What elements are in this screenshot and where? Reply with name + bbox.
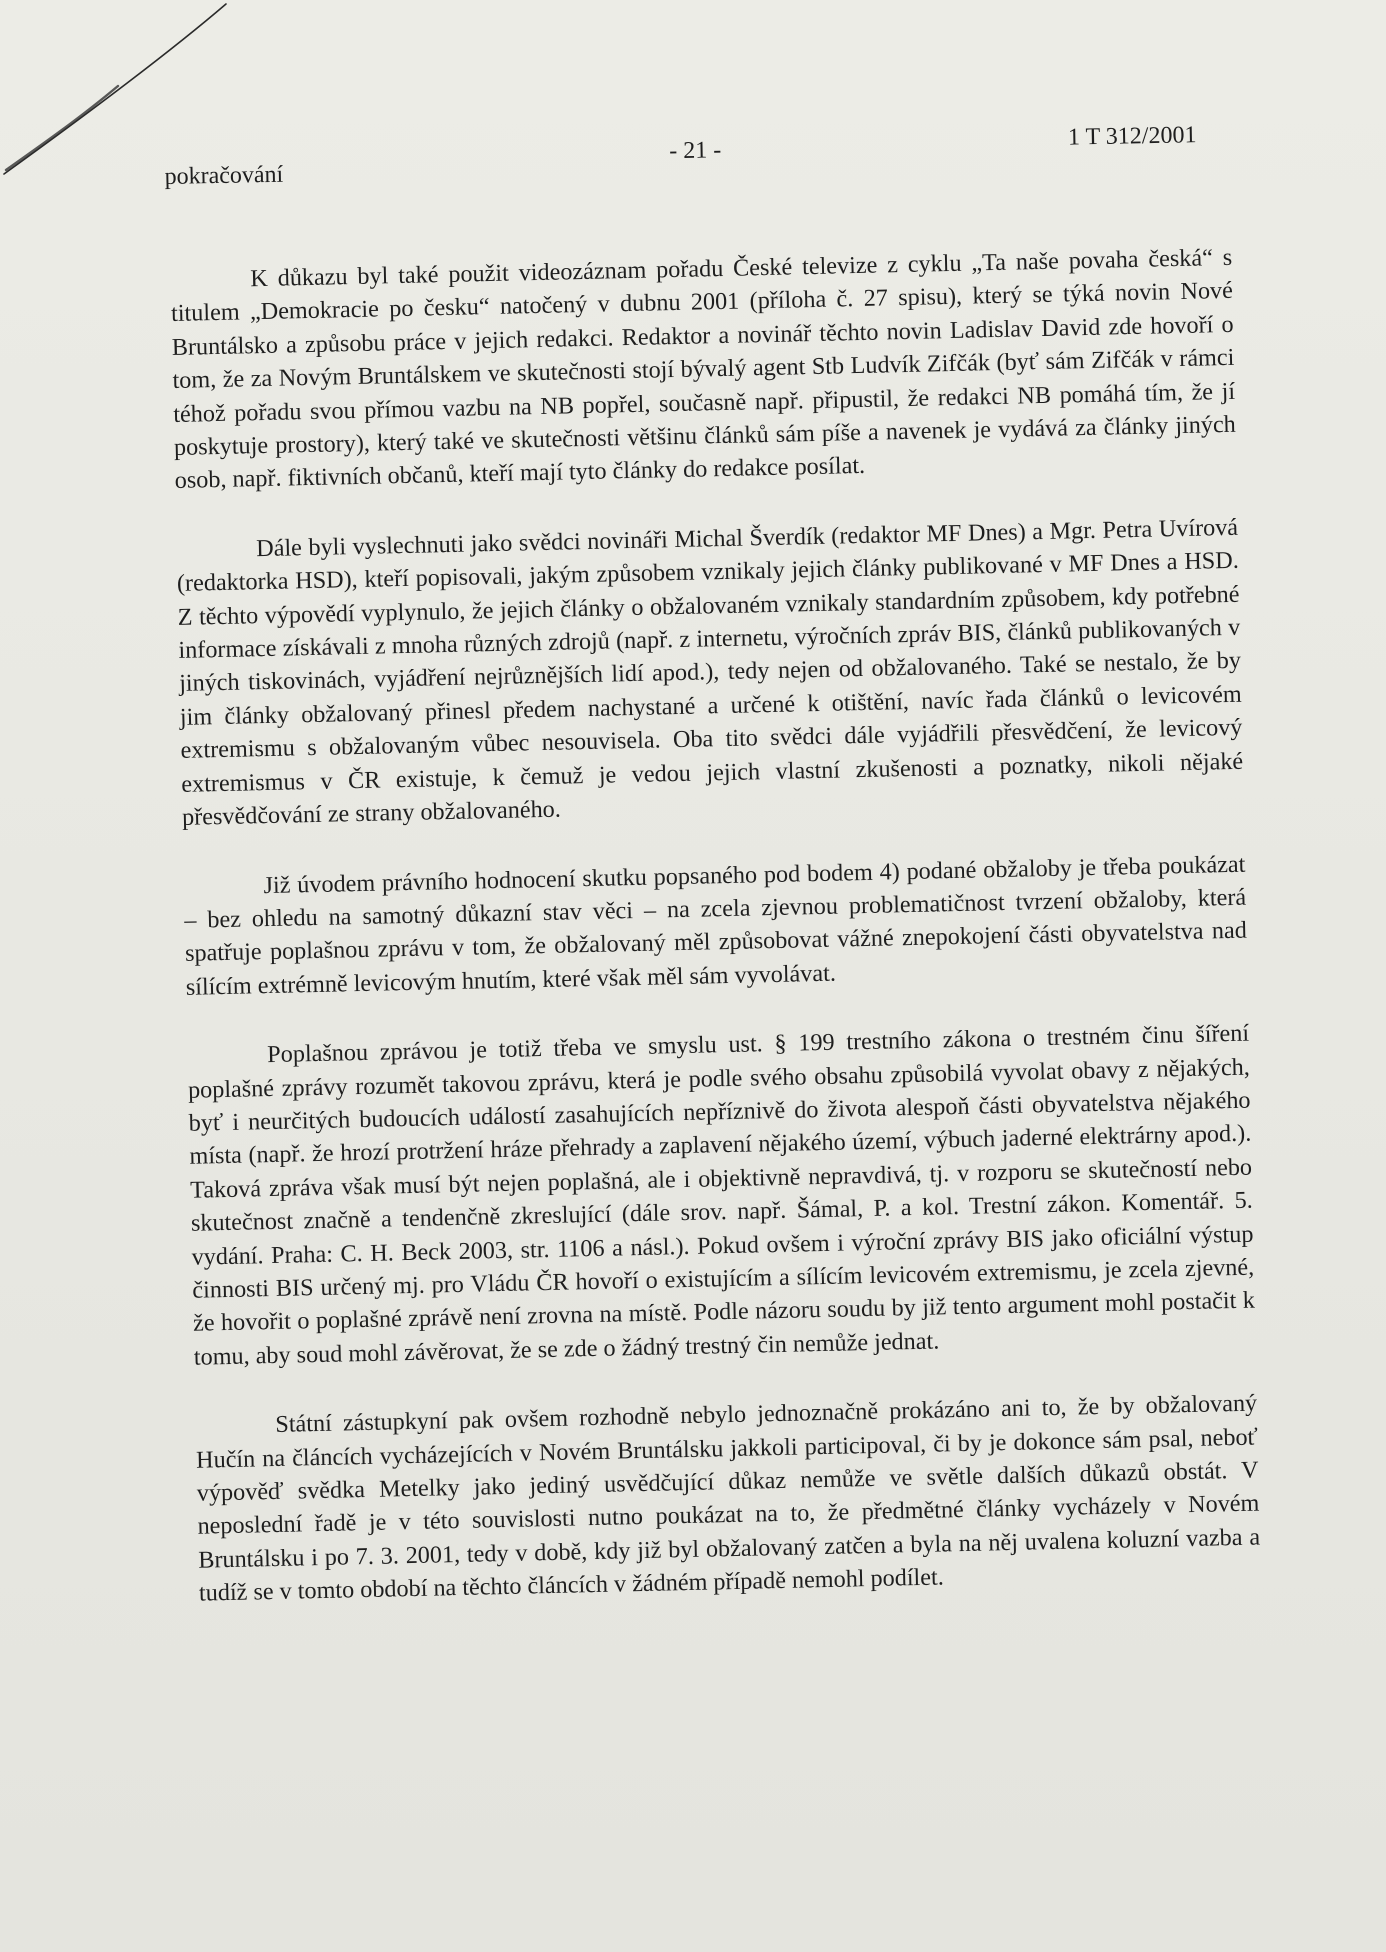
paragraph-video-evidence: K důkazu byl také použit videozáznam pořadu České televize z cyklu „Ta naše povaha česká“ s titulem „Demokracie po česku“ natočený v dubnu 2001 (příloha č. 27 spisu), který se týká novin Nové Bruntálsko a způsobu práce v jejich redakci. Redaktor a novinář těchto novin Ladislav David zde hovoří o tom, že za Novým Bruntálskem ve skutečnosti stojí bývalý agent Stb Ludvík Zifčák (byť sám Zifčák v rámci téhož pořadu svou přímou vazbu na NB popřel, současně např. připustil, že redakci NB pomáhá tím, že jí poskytuje prostory), který také ve skutečnosti většinu článků sám píše a navenek je vydává za články jiných osob, např. fiktivních občanů, kteří mají tyto články do redakce posílat. (170, 243, 1237, 495)
header-continuation-label: pokračování (164, 161, 284, 190)
paragraph-alarm-message-definition: Poplašnou zprávou je totiž třeba ve smyslu ust. § 199 trestního zákona o trestném činu šíření poplašné zprávy rozumět takovou zprávu, která je podle svého obsahu způsobilá vyvolat obavy z nějakých, byť i neurčitých budoucích událostí zasahujících nepříznivě do života alespoň části obyvatelstva nějakého místa (např. že hrozí protržení hráze přehrady a zaplavení nějakého území, výbuch jaderné elektrárny apod.). Taková zpráva však musí být nejen poplašná, ale i objektivně nepravdivá, tj. v rozporu se skutečností nebo skutečnost značně a tendenčně zkreslující (dále srov. např. Šámal, P. a kol. Trestní zákon. Komentář. 5. vydání. Praha: C. H. Beck 2003, str. 1106 a násl.). Pokud ovšem i výroční zprávy BIS jako oficiální výstup činnosti BIS určený mj. pro Vládu ČR hovoří o existujícím a sílícím levicovém extremismu, je zcela zjevné, že hovořit o poplašné zprávě není zrovna na místě. Podle názoru soudu by již tento argument mohl postačit k tomu, aby soud mohl závěrovat, že se zde o žádný trestný čin nemůže jednat. (187, 1019, 1256, 1371)
paragraph-journalist-witnesses: Dále byli vyslechnuti jako svědci novináři Michal Šverdík (redaktor MF Dnes) a Mgr. Petra Uvírová (redaktorka HSD), kteří popisovali, jakým způsobem vznikaly jejich články publikované v MF Dnes a HSD. Z těchto výpovědí vyplynulo, že jejich články o obžalovaném vznikaly standardním způsobem, kdy potřebné informace získávali z mnoha různých zdrojů (např. z internetu, výročních zpráv BIS, článků publikovaných v jiných tiskovinách, vyjádření nejrůznějších lidí apod.), tedy nejen od obžalovaného. Také se nestalo, že by jim články obžalovaný přinesl předem nachystané a určené k otištění, navíc řada článků o levicovém extremismu s obžalovaným vůbec nesouvisela. Oba tito svědci dále vyjádřili přesvědčení, že levicový extremismus v ČR existuje, k čemuž je vedou jejich vlastní zkušenosti a poznatky, nikoli nějaké přesvědčování ze strany obžalovaného. (176, 513, 1244, 831)
document-body (170, 241, 1262, 1646)
paragraph-legal-assessment: Již úvodem právního hodnocení skutku popsaného pod bodem 4) podané obžaloby je třeba poukázat – bez ohledu na samotný důkazní stav věci – na zcela zjevnou problematičnost tvrzení obžaloby, která spatřuje poplašnou zprávu v tom, že obžalovaný měl způsobovat vážné znepokojení části obyvatelstva nad sílícím extrémně levicovým hnutím, které však měl sám vyvolávat. (184, 850, 1248, 1001)
page-number: - 21 - (668, 137, 722, 165)
page-header (164, 122, 1227, 196)
case-number: 1 T 312/2001 (1067, 122, 1197, 151)
paragraph-prosecution-not-proven: Státní zástupkyní pak ovšem rozhodně nebylo jednoznačně prokázáno ani to, že by obžalovaný Hučín na článcích vycházejících v Novém Bruntálsku jakkoli participoval, či by je dokonce sám psal, neboť výpověď svědka Metelky jako jediný usvědčující důkaz nemůže ve světle dalších důkazů obstát. V neposlední řadě je v této souvislosti nutno poukázat na to, že předmětné články vycházely v Novém Bruntálsku i po 7. 3. 2001, tedy v době, kdy již byl obžalovaný zatčen a byla na něj uvalena koluzní vazba a tudíž se v tomto období na těchto článcích v žádném případě nemohl podílet. (195, 1389, 1261, 1607)
